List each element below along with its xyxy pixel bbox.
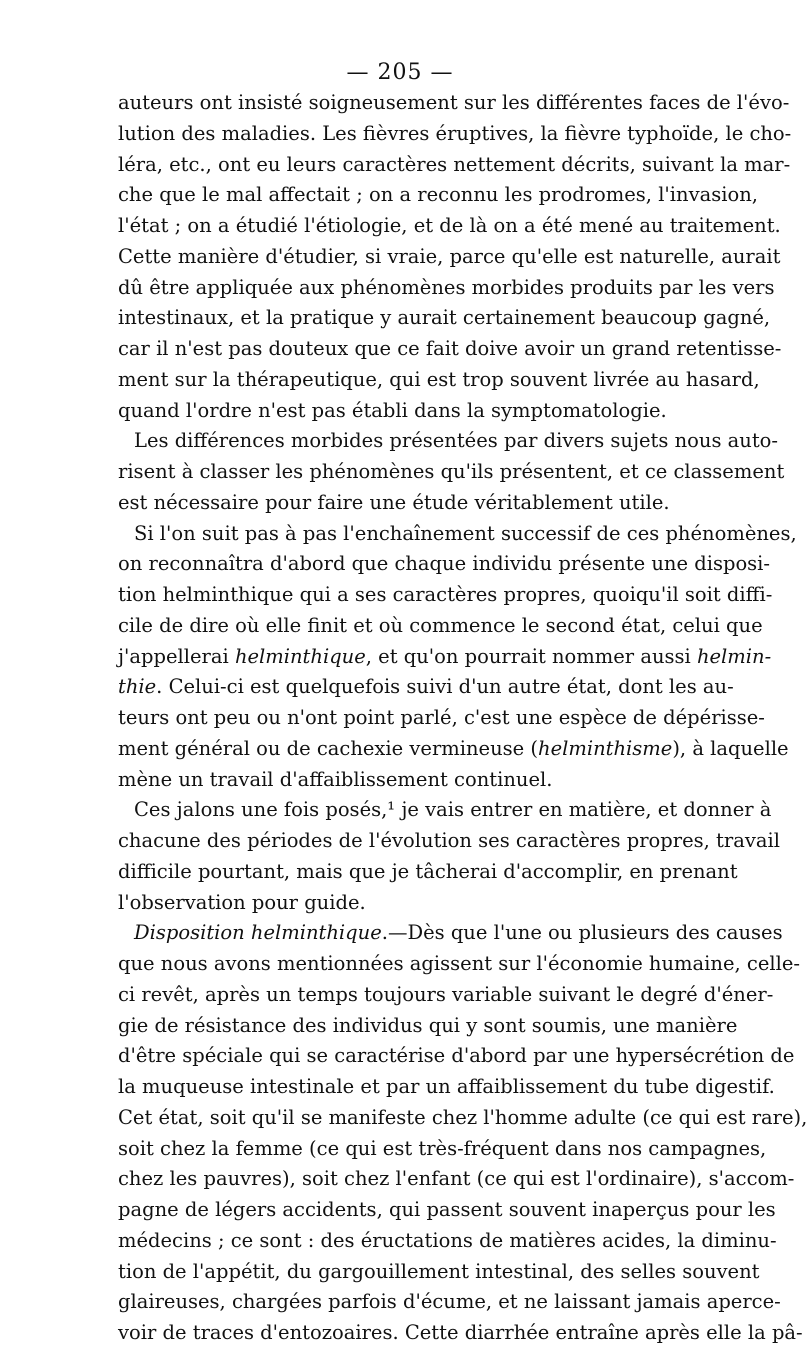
- text-segment: Les différences morbides présentées par divers sujets nous auto-: [134, 429, 779, 453]
- text-line: [118, 949, 800, 980]
- text-segment: teurs ont peu ou n'ont point parlé, c'est une espèce de dépérisse-: [118, 706, 765, 729]
- text-line: [118, 826, 780, 857]
- text-segment: glaireuses, chargées parfois d'écume, et ne laissant jamais aperce-: [118, 1290, 781, 1314]
- text-segment: ci revêt, après un temps toujours variable suivant le degré d'éner-: [118, 982, 774, 1006]
- text-segment: ment général ou de cachexie vermineuse (: [118, 736, 539, 760]
- text-line: [118, 795, 772, 826]
- text-line: [118, 888, 682, 919]
- text-line: [118, 611, 763, 642]
- text-segment: , et qu'on pourrait nommer aussi: [365, 644, 697, 668]
- text-line: [118, 457, 785, 488]
- text-segment: l'observation pour guide.: [118, 890, 366, 914]
- text-segment: mène un travail d'affaiblissement continuel.: [118, 767, 553, 791]
- body-text: [118, 88, 807, 1349]
- text-segment: Cet état, soit qu'il se manifeste chez l'homme adulte (ce qui est rare),: [118, 1105, 807, 1129]
- text-line: [118, 242, 781, 273]
- italic-term: Disposition helminthique: [134, 921, 382, 945]
- text-segment: la muqueuse intestinale et par un affaiblissement du tube digestif.: [118, 1075, 775, 1098]
- text-segment: léra, etc., ont eu leurs caractères nettement décrits, suivant la mar-: [118, 152, 791, 176]
- text-segment: .—Dès que l'une ou plusieurs des causes: [381, 921, 783, 945]
- text-line: [118, 1011, 738, 1042]
- text-line: [118, 1195, 776, 1226]
- text-line: [118, 672, 734, 703]
- text-line: [118, 488, 682, 519]
- text-line: [118, 980, 774, 1011]
- text-segment: cile de dire où elle finit et où commence le second état, celui que: [118, 613, 763, 637]
- italic-term: helminthisme: [538, 736, 673, 760]
- text-segment: tion de l'appétit, du gargouillement intestinal, des selles souvent: [118, 1259, 760, 1283]
- text-line: [118, 150, 791, 181]
- page-number: — 205 —: [346, 60, 454, 85]
- text-line: [118, 211, 781, 242]
- text-line: [118, 396, 682, 427]
- text-line: [118, 88, 790, 119]
- text-line: [118, 549, 771, 580]
- text-line: [118, 273, 775, 304]
- text-segment: car il n'est pas douteux que ce fait doive avoir un grand retentisse-: [118, 337, 782, 360]
- text-segment: Cette manière d'étudier, si vraie, parce qu'elle est naturelle, aurait: [118, 244, 781, 268]
- text-line: [118, 703, 765, 734]
- text-line: [118, 1226, 777, 1257]
- italic-term: helmin-: [696, 644, 772, 668]
- text-segment: Si l'on suit pas à pas l'enchaînement successif de ces phénomènes,: [134, 521, 797, 545]
- text-line: [118, 365, 760, 396]
- text-segment: ), à laquelle: [672, 736, 789, 760]
- italic-term: thie: [118, 675, 157, 699]
- text-segment: lution des maladies. Les fièvres éruptives, la fièvre typhoïde, le cho-: [118, 121, 792, 145]
- text-segment: voir de traces d'entozoaires. Cette diarrhée entraîne après elle la pâ-: [118, 1321, 803, 1344]
- text-segment: j'appellerai: [118, 644, 235, 668]
- text-segment: dû être appliquée aux phénomènes morbides produits par les vers: [118, 275, 775, 299]
- text-segment: chez les pauvres), soit chez l'enfant (ce qui est l'ordinaire), s'accom-: [118, 1167, 795, 1191]
- text-line: [118, 765, 682, 796]
- text-segment: chacune des périodes de l'évolution ses caractères propres, travail: [118, 829, 780, 852]
- italic-term: helminthique: [234, 644, 366, 668]
- text-line: [118, 1257, 760, 1288]
- text-line: [118, 1287, 781, 1318]
- text-segment: risent à classer les phénomènes qu'ils présentent, et ce classement: [118, 460, 785, 483]
- text-line: [118, 334, 782, 365]
- text-line: [118, 1164, 795, 1195]
- text-segment: d'être spéciale qui se caractérise d'abord par une hypersécrétion de: [118, 1044, 795, 1068]
- text-line: [118, 1041, 795, 1072]
- text-line: [118, 734, 789, 765]
- text-segment: soit chez la femme (ce qui est très-fréquent dans nos campagnes,: [118, 1136, 767, 1160]
- text-segment: quand l'ordre n'est pas établi dans la symptomatologie.: [118, 398, 667, 422]
- text-segment: che que le mal affectait ; on a reconnu les prodromes, l'invasion,: [118, 183, 758, 207]
- text-line: [118, 1103, 807, 1134]
- text-segment: que nous avons mentionnées agissent sur l'économie humaine, celle-: [118, 952, 800, 975]
- text-segment: médecins ; ce sont : des éructations de matières acides, la diminu-: [118, 1228, 777, 1252]
- text-line: [118, 519, 797, 550]
- text-line: [118, 303, 771, 334]
- text-line: [118, 1072, 775, 1103]
- text-segment: difficile pourtant, mais que je tâcherai d'accomplir, en prenant: [118, 859, 738, 883]
- text-line: [118, 180, 758, 211]
- text-line: [118, 580, 773, 611]
- text-segment: . Celui-ci est quelquefois suivi d'un autre état, dont les au-: [156, 675, 734, 699]
- text-segment: auteurs ont insisté soigneusement sur les différentes faces de l'évo-: [118, 91, 790, 114]
- text-segment: gie de résistance des individus qui y sont soumis, une manière: [118, 1013, 738, 1037]
- text-segment: on reconnaîtra d'abord que chaque individu présente une disposi-: [118, 552, 771, 576]
- text-segment: est nécessaire pour faire une étude véritablement utile.: [118, 490, 670, 514]
- text-segment: l'état ; on a étudié l'étiologie, et de là on a été mené au traitement.: [118, 214, 781, 237]
- text-line: [118, 1318, 803, 1349]
- text-line: [118, 426, 779, 457]
- text-segment: intestinaux, et la pratique y aurait certainement beaucoup gagné,: [118, 306, 771, 330]
- text-segment: tion helminthique qui a ses caractères propres, quoiqu'il soit diffi-: [118, 583, 773, 606]
- text-line: [118, 642, 772, 673]
- text-segment: ment sur la thérapeutique, qui est trop souvent livrée au hasard,: [118, 367, 760, 391]
- text-line: [118, 857, 738, 888]
- text-line: [118, 918, 783, 949]
- text-line: [118, 119, 792, 150]
- text-segment: pagne de légers accidents, qui passent souvent inaperçus pour les: [118, 1198, 776, 1221]
- text-segment: Ces jalons une fois posés,¹ je vais entrer en matière, et donner à: [134, 798, 772, 822]
- text-line: [118, 1134, 767, 1165]
